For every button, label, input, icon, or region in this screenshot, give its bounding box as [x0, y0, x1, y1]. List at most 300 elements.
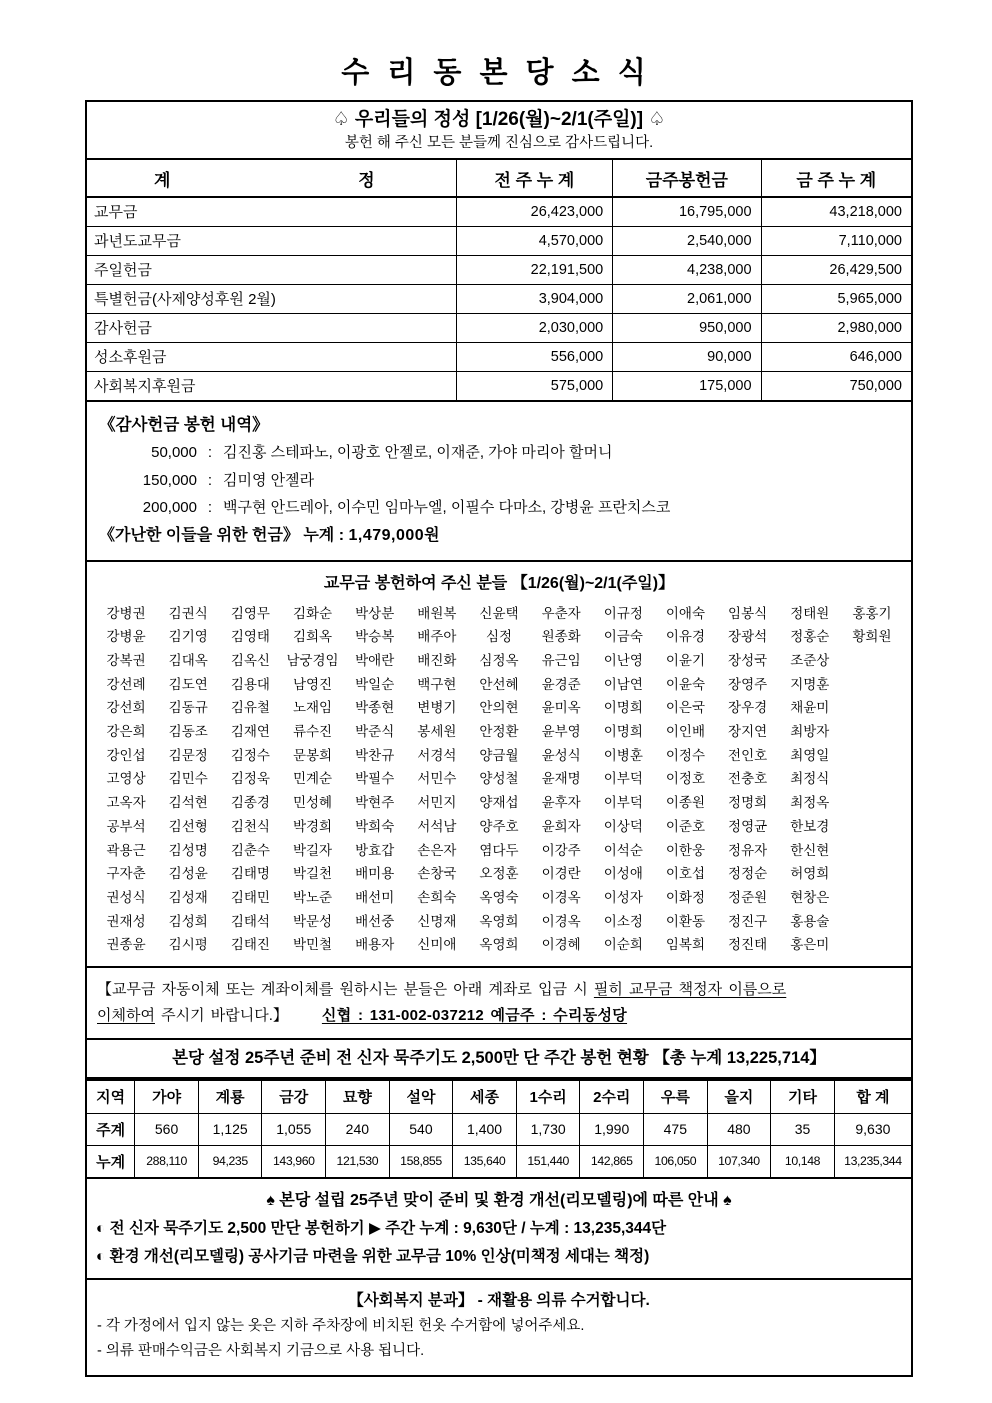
- donor-name: 김옥신: [230, 652, 270, 668]
- donor-name: 이석순: [603, 842, 643, 858]
- region-value: 106,050: [644, 1145, 708, 1177]
- donor-name: 이인배: [665, 724, 706, 740]
- donor-name: 최영일: [790, 747, 830, 763]
- offerings-prev-total: 556,000: [456, 342, 613, 371]
- donor-name: 김춘수: [230, 842, 270, 858]
- offerings-week-total: 5,965,000: [761, 284, 911, 313]
- donor-name: 이경옥: [541, 889, 581, 905]
- donor-name: 정영균: [728, 818, 768, 834]
- offerings-prev-total: 575,000: [456, 371, 613, 400]
- donor-name: 윤희자: [541, 818, 581, 834]
- donor-name: 박일순: [355, 676, 395, 692]
- donor-row: [95, 933, 903, 957]
- transfer-note-section: [87, 966, 911, 1038]
- offerings-prev-total: 3,904,000: [456, 284, 613, 313]
- donor-name: 정홍순: [790, 629, 830, 645]
- donor-name: 김성재: [168, 889, 208, 905]
- donor-name: 박경희: [292, 818, 333, 834]
- notice-item: ◐ 환경 개선(리모델링) 공사기금 마련을 위한 교무금 10% 인상(미책정 세대는 책정): [96, 1247, 650, 1265]
- notice-items: [96, 1215, 902, 1270]
- region-value: 1,400: [453, 1113, 517, 1145]
- donor-name: 서민수: [417, 771, 457, 787]
- donor-name: 김기영: [168, 629, 208, 645]
- donor-name: 김선형: [168, 818, 208, 834]
- offerings-header-row: [87, 160, 911, 197]
- thanksgiving-section: [87, 400, 911, 560]
- region-col-header: 지역: [87, 1080, 135, 1113]
- donor-name: 이한웅: [665, 842, 706, 858]
- offerings-row: [87, 371, 911, 400]
- donor-name: 박노준: [292, 889, 333, 905]
- donor-name: 심정: [485, 629, 513, 645]
- offerings-week-total: 646,000: [761, 342, 911, 371]
- entry-separator: :: [207, 499, 213, 516]
- donor-row: [95, 602, 903, 626]
- donor-name: 김성윤: [168, 866, 208, 882]
- donor-name: 홍홍기: [852, 605, 892, 621]
- region-table-body: [87, 1080, 911, 1177]
- offerings-row-label: 주일헌금: [87, 255, 456, 284]
- donor-name: 최정식: [790, 771, 830, 787]
- donor-name: 박희숙: [355, 818, 395, 834]
- donor-name: 정유자: [728, 842, 768, 858]
- donor-name: 김권식: [168, 605, 208, 621]
- donor-row: [95, 696, 903, 720]
- donor-name: [841, 696, 903, 720]
- offerings-col-prev-total: 전 주 누 계: [456, 160, 613, 197]
- donor-name: 변병기: [417, 700, 457, 716]
- donor-row: [95, 720, 903, 744]
- offerings-table-body: [87, 160, 911, 400]
- donor-name: 정진태: [728, 937, 768, 953]
- poor-fund-amount: 1,479,000원: [348, 526, 441, 544]
- thanksgiving-entry: [99, 494, 899, 522]
- donor-name: 배선중: [355, 913, 395, 929]
- donor-name: 노재임: [292, 700, 333, 716]
- donor-name: 고영상: [106, 771, 146, 787]
- donor-name: 문봉희: [292, 747, 333, 763]
- donor-name: 이윤기: [665, 652, 706, 668]
- transfer-line-2: [97, 1003, 901, 1029]
- donor-name: 장광석: [728, 629, 768, 645]
- donor-name: 박애란: [355, 652, 395, 668]
- region-col-header: 을지: [707, 1080, 771, 1113]
- donor-name: 이은국: [665, 700, 706, 716]
- donor-name: 구자춘: [106, 866, 146, 882]
- donor-name: 김희옥: [292, 629, 333, 645]
- bulletin-body: [85, 100, 913, 1377]
- donor-row: [95, 625, 903, 649]
- donor-name: 강선례: [106, 676, 146, 692]
- region-value: 107,340: [707, 1145, 771, 1177]
- donor-name: 원종화: [541, 629, 581, 645]
- offerings-row: [87, 197, 911, 226]
- offerings-week-amount: 2,061,000: [613, 284, 761, 313]
- donor-name: 박민철: [292, 937, 333, 953]
- donor-name: 민성혜: [292, 795, 333, 811]
- donor-name: 최정옥: [790, 795, 830, 811]
- donor-name: 김민수: [168, 771, 208, 787]
- donor-name: 지명훈: [790, 676, 830, 692]
- donor-name: 김영무: [230, 605, 270, 621]
- donor-name: 이애숙: [665, 605, 706, 621]
- rosary-title: 본당 설정 25주년 준비 전 신자 묵주기도 2,500만 단 주간 봉헌 현황 【총 누계 13,225,714】: [87, 1038, 911, 1077]
- donor-name: [841, 720, 903, 744]
- offerings-row-label: 성소후원금: [87, 342, 456, 371]
- donor-name: 채윤미: [790, 700, 830, 716]
- donor-name: [841, 862, 903, 886]
- donor-name: 홍은미: [790, 937, 830, 953]
- donor-name: 이명희: [603, 700, 643, 716]
- donor-name: 옥영숙: [479, 889, 519, 905]
- donor-name: 임복희: [665, 937, 706, 953]
- donor-name: 백구현: [417, 676, 457, 692]
- donor-name: 임봉식: [728, 605, 768, 621]
- offerings-row: [87, 226, 911, 255]
- donor-name: 이경옥: [541, 913, 581, 929]
- donor-name: 이병훈: [603, 747, 643, 763]
- donor-name: 양주호: [479, 818, 519, 834]
- offerings-table: [87, 160, 911, 400]
- region-row-label: 누계: [87, 1145, 135, 1177]
- region-value: 1,730: [516, 1113, 580, 1145]
- offerings-row-label: 감사헌금: [87, 313, 456, 342]
- offerings-week-amount: 16,795,000: [613, 197, 761, 226]
- region-value: 288,110: [135, 1145, 199, 1177]
- region-value: 475: [644, 1113, 708, 1145]
- thanksgiving-entry: [99, 439, 899, 467]
- donor-name: 박현주: [355, 795, 395, 811]
- offerings-col-label-1: 계: [154, 170, 171, 190]
- donor-name: 남궁경임: [286, 652, 339, 668]
- region-value: 240: [326, 1113, 390, 1145]
- region-value: 143,960: [262, 1145, 326, 1177]
- offerings-section: [87, 158, 911, 400]
- offerings-col-week-amount: 금주봉헌금: [613, 160, 761, 197]
- donor-name: 김영태: [230, 629, 270, 645]
- region-header-row: [87, 1080, 911, 1113]
- donor-name: 윤성식: [541, 747, 581, 763]
- region-row-label: 주계: [87, 1113, 135, 1145]
- offerings-row: [87, 313, 911, 342]
- region-value: 540: [389, 1113, 453, 1145]
- region-col-header: 기타: [771, 1080, 835, 1113]
- offerings-week-amount: 175,000: [613, 371, 761, 400]
- donor-name: 김용대: [230, 676, 270, 692]
- transfer-line-1: [97, 977, 901, 1003]
- donor-name: 김태진: [230, 937, 270, 953]
- donor-name: [841, 839, 903, 863]
- donor-name: 정태원: [790, 605, 830, 621]
- donor-name: 한신현: [790, 842, 830, 858]
- offerings-col-week-total: 금 주 누 계: [761, 160, 911, 197]
- donor-name: 박상분: [355, 605, 395, 621]
- offerings-row-label: 특별헌금(사제양성후원 2월): [87, 284, 456, 313]
- region-value: 121,530: [326, 1145, 390, 1177]
- donor-name: 정진구: [728, 913, 768, 929]
- donor-name: 김태석: [230, 913, 270, 929]
- donor-name: 양성철: [479, 771, 519, 787]
- donor-name: 김성명: [168, 842, 208, 858]
- donor-name: 김종경: [230, 795, 270, 811]
- donor-name: 장우경: [728, 700, 768, 716]
- region-col-header: 가야: [135, 1080, 199, 1113]
- donor-name: 김동규: [168, 700, 208, 716]
- region-value: 35: [771, 1113, 835, 1145]
- donor-name: 배주아: [417, 629, 457, 645]
- donor-name: 유근임: [541, 652, 581, 668]
- offerings-week-amount: 950,000: [613, 313, 761, 342]
- donor-name: 현창은: [790, 889, 830, 905]
- donor-name: 김천식: [230, 818, 270, 834]
- thanksgiving-entries: [99, 439, 899, 522]
- donor-row: [95, 791, 903, 815]
- donor-name: 장지연: [728, 724, 768, 740]
- thanksgiving-title: 《감사헌금 봉헌 내역》: [99, 416, 269, 434]
- region-col-header: 계룡: [198, 1080, 262, 1113]
- welfare-item: - 의류 판매수익금은 사회복지 기금으로 사용 됩니다.: [97, 1343, 425, 1360]
- donors-section: [87, 560, 911, 967]
- donor-name: 강은희: [106, 724, 146, 740]
- donor-name: 최방자: [790, 724, 830, 740]
- donor-name: 신명재: [417, 913, 457, 929]
- offerings-row-label: 과년도교무금: [87, 226, 456, 255]
- poor-fund-line: [99, 522, 899, 550]
- donor-name: 김석현: [168, 795, 208, 811]
- donor-name: 김태민: [230, 889, 270, 905]
- donor-name: 윤후자: [541, 795, 581, 811]
- donor-name: 박길천: [292, 866, 333, 882]
- offerings-week-total: 750,000: [761, 371, 911, 400]
- donor-name: 이난영: [603, 652, 643, 668]
- donor-name: 곽용근: [106, 842, 146, 858]
- donor-name: 김정욱: [230, 771, 270, 787]
- donors-title: 교무금 봉헌하여 주신 분들 【1/26(월)~2/1(주일)】: [323, 574, 675, 592]
- donor-name: 남영진: [292, 676, 333, 692]
- welfare-item: - 각 가정에서 입지 않는 옷은 지하 주차장에 비치된 헌옷 수거함에 넣어주세요.: [97, 1318, 585, 1335]
- donor-name: 강병권: [106, 605, 146, 621]
- offerings-col-label-2: 정: [358, 170, 375, 190]
- donor-name: 김대옥: [168, 652, 208, 668]
- donor-row: [95, 744, 903, 768]
- donor-name: 안정환: [479, 724, 519, 740]
- donor-row: [95, 815, 903, 839]
- donor-name: 배용자: [355, 937, 395, 953]
- donor-row: [95, 673, 903, 697]
- donor-name: [841, 910, 903, 934]
- donor-name: 이종원: [665, 795, 706, 811]
- donor-name: 박문성: [292, 913, 333, 929]
- donor-name: 이소정: [603, 913, 643, 929]
- donor-name: 신미애: [417, 937, 457, 953]
- donor-name: 이부덕: [603, 795, 643, 811]
- donor-name: 민계순: [292, 771, 333, 787]
- offerings-week-amount: 4,238,000: [613, 255, 761, 284]
- region-col-header: 설악: [389, 1080, 453, 1113]
- donor-name: 정준원: [728, 889, 768, 905]
- donor-name: 김도연: [168, 676, 208, 692]
- notice-item: ◐ 전 신자 묵주기도 2,500 만단 봉헌하기 ▶ 주간 누계 : 9,630단 / 누계 : 13,235,344단: [96, 1220, 667, 1238]
- donor-name: 김태명: [230, 866, 270, 882]
- thanksgiving-entry: [99, 467, 899, 495]
- donor-name: 김유철: [230, 700, 270, 716]
- offerings-prev-total: 4,570,000: [456, 226, 613, 255]
- donor-name: 강선희: [106, 700, 146, 716]
- region-col-header: 금강: [262, 1080, 326, 1113]
- donor-name: 박승복: [355, 629, 395, 645]
- donor-name: 김동조: [168, 724, 208, 740]
- entry-amount: 200,000: [142, 499, 197, 516]
- transfer-text: 주시기 바랍니다.】: [154, 1007, 288, 1025]
- donor-name: 배선미: [355, 889, 395, 905]
- donor-name: 이금숙: [603, 629, 643, 645]
- donor-name: 이유경: [665, 629, 706, 645]
- donor-name: 우춘자: [541, 605, 581, 621]
- donor-name: 이강주: [541, 842, 581, 858]
- offerings-row: [87, 255, 911, 284]
- region-value: 13,235,344: [834, 1145, 911, 1177]
- donor-name: 서민지: [417, 795, 457, 811]
- donor-row: [95, 649, 903, 673]
- donor-name: 서석남: [417, 818, 457, 834]
- donor-name: 이성애: [603, 866, 643, 882]
- devotion-header: ♤ 우리들의 정성 [1/26(월)~2/1(주일)] ♤: [332, 109, 666, 130]
- region-value: 94,235: [198, 1145, 262, 1177]
- donor-name: 황희원: [852, 629, 892, 645]
- donor-row: [95, 862, 903, 886]
- donor-name: 양재섭: [479, 795, 519, 811]
- region-col-header: 묘향: [326, 1080, 390, 1113]
- region-value: 560: [135, 1113, 199, 1145]
- region-col-header: 합 계: [834, 1080, 911, 1113]
- donor-name: 김문정: [168, 747, 208, 763]
- donor-name: 윤경준: [541, 676, 581, 692]
- donor-name: 심정옥: [479, 652, 519, 668]
- donor-name: 권성식: [106, 889, 146, 905]
- offerings-week-total: 7,110,000: [761, 226, 911, 255]
- donor-name: 염다두: [479, 842, 519, 858]
- page-title: 수 리 동 본 당 소 식: [341, 57, 651, 89]
- offerings-week-amount: 90,000: [613, 342, 761, 371]
- donor-name: 윤부영: [541, 724, 581, 740]
- donor-name: 서경석: [417, 747, 457, 763]
- donor-name: 박필수: [355, 771, 395, 787]
- donor-name: 안의현: [479, 700, 519, 716]
- region-value: 10,148: [771, 1145, 835, 1177]
- devotion-subheader: 봉헌 해 주신 모든 분들께 진심으로 감사드립니다.: [344, 135, 654, 151]
- donor-name: 강복권: [106, 652, 146, 668]
- donor-name: [841, 886, 903, 910]
- donor-name: 윤미옥: [541, 700, 581, 716]
- donor-name: 김화순: [292, 605, 333, 621]
- donor-name: 윤재명: [541, 771, 581, 787]
- donor-name: 이규정: [603, 605, 643, 621]
- entry-separator: :: [207, 444, 213, 461]
- donor-name: 장성국: [728, 652, 768, 668]
- donor-name: 강인섭: [106, 747, 146, 763]
- entry-names: 백구현 안드레아, 이수민 임마누엘, 이필수 다마소, 강병윤 프란치스코: [223, 499, 671, 516]
- donor-name: 이경혜: [541, 937, 581, 953]
- region-value: 151,440: [516, 1145, 580, 1177]
- offerings-row-label: 사회복지후원금: [87, 371, 456, 400]
- offerings-prev-total: 26,423,000: [456, 197, 613, 226]
- donor-name: 공부석: [106, 818, 146, 834]
- donor-name: [841, 791, 903, 815]
- donor-name: 한보경: [790, 818, 830, 834]
- anniversary-notice-section: [87, 1177, 911, 1278]
- donor-name: 손창국: [417, 866, 457, 882]
- donor-name: 류수진: [292, 724, 333, 740]
- donor-name: 전인호: [728, 747, 768, 763]
- donor-name: 양금월: [479, 747, 519, 763]
- donor-name: 방효갑: [355, 842, 395, 858]
- region-value: 158,855: [389, 1145, 453, 1177]
- poor-fund-label: 《가난한 이들을 위한 헌금》 누계 :: [99, 526, 349, 544]
- rosary-table-section: [87, 1077, 911, 1177]
- donor-name: 이환동: [665, 913, 706, 929]
- offerings-row-label: 교무금: [87, 197, 456, 226]
- offerings-col-account: [87, 160, 456, 197]
- donor-name: 허영희: [790, 866, 830, 882]
- entry-names: 김진홍 스테파노, 이광호 안젤로, 이재준, 가야 마리아 할머니: [223, 444, 613, 461]
- donor-name: 조준상: [790, 652, 830, 668]
- donor-name: [841, 815, 903, 839]
- region-value: 1,125: [198, 1113, 262, 1145]
- notice-title: ♠ 본당 설립 25주년 맞이 준비 및 환경 개선(리모델링)에 따른 안내 ♠: [266, 1192, 732, 1210]
- donor-name: 김정수: [230, 747, 270, 763]
- transfer-text: 【교무금 자동이체 또는 계좌이체를 원하시는 분들은 아래 계좌로 입금 시: [97, 981, 594, 999]
- donor-name: 이화정: [665, 889, 706, 905]
- donor-name: 전충호: [728, 771, 768, 787]
- region-col-header: 2수리: [580, 1080, 644, 1113]
- donor-name: 이경란: [541, 866, 581, 882]
- donor-row: [95, 839, 903, 863]
- donor-name: 장영주: [728, 676, 768, 692]
- donor-name: 오정훈: [479, 866, 519, 882]
- donor-name: [841, 767, 903, 791]
- donor-name: 정명희: [728, 795, 768, 811]
- devotion-header-section: [87, 102, 911, 158]
- donor-name: 안선혜: [479, 676, 519, 692]
- welfare-items: [97, 1314, 901, 1364]
- donor-name: 이윤숙: [665, 676, 706, 692]
- region-value: 9,630: [834, 1113, 911, 1145]
- donor-row: [95, 767, 903, 791]
- donor-name: 박준식: [355, 724, 395, 740]
- region-value: 135,640: [453, 1145, 517, 1177]
- donor-name: 배진화: [417, 652, 457, 668]
- transfer-underlined-text: 이체하여: [97, 1007, 155, 1025]
- donor-name: 김시평: [168, 937, 208, 953]
- donor-name: 손은자: [417, 842, 457, 858]
- entry-amount: 50,000: [151, 444, 197, 461]
- donor-name: 김재연: [230, 724, 270, 740]
- donor-name: 권종윤: [106, 937, 146, 953]
- donor-name: 옥영희: [479, 937, 519, 953]
- donor-name: 배미용: [355, 866, 395, 882]
- donor-name: [841, 673, 903, 697]
- offerings-prev-total: 2,030,000: [456, 313, 613, 342]
- offerings-week-amount: 2,540,000: [613, 226, 761, 255]
- donor-name: 이준호: [665, 818, 706, 834]
- offerings-row: [87, 342, 911, 371]
- donor-name: 홍용술: [790, 913, 830, 929]
- donor-name: 고옥자: [106, 795, 146, 811]
- donor-name: 이정수: [665, 747, 706, 763]
- donor-name: [841, 933, 903, 957]
- donor-name: 박찬규: [355, 747, 395, 763]
- donor-name: 박길자: [292, 842, 333, 858]
